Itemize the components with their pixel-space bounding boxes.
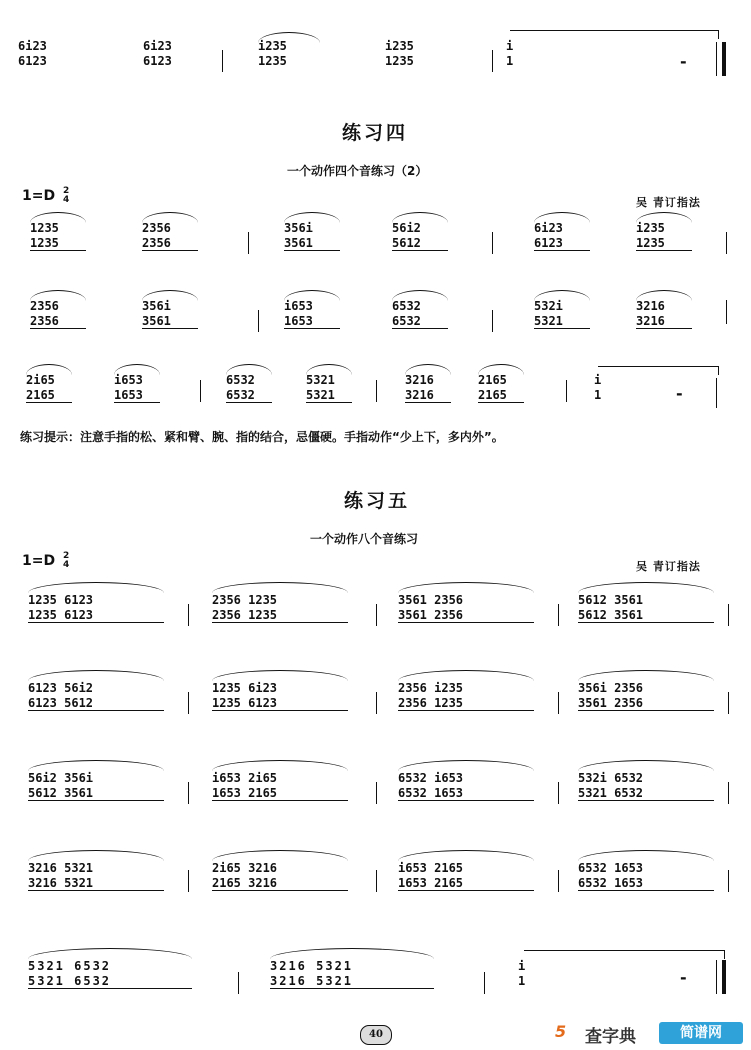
note-line-upper: 6i23 (534, 221, 563, 235)
slur (398, 850, 534, 861)
note-line-lower: 1235 (258, 54, 287, 68)
beam (114, 402, 160, 403)
note-line-upper: 356i (284, 221, 313, 235)
beam (578, 710, 714, 711)
note-line-lower: 2165 (478, 388, 507, 402)
note-line-upper: 6532 (392, 299, 421, 313)
exercise4-subtitle: 一个动作四个音练习（2） (287, 164, 428, 178)
beam (534, 250, 590, 251)
note-line-lower: 3216 5321 (270, 974, 354, 988)
note-line-lower: 3216 5321 (28, 876, 94, 890)
bar-line (222, 50, 223, 72)
note-line-upper: 1235 6123 (28, 593, 94, 607)
half-rest: - (680, 968, 687, 987)
note-line-upper: 2165 (478, 373, 507, 387)
measure (212, 846, 360, 906)
note-line-upper: 2i65 (26, 373, 55, 387)
measure (30, 288, 100, 338)
final-bar (722, 960, 726, 994)
slur (578, 850, 714, 861)
measure (28, 666, 176, 726)
slur (28, 850, 164, 861)
note-line-upper: 3216 (636, 299, 665, 313)
watermark-section: 简谱网 (659, 1022, 743, 1044)
bar-line (248, 232, 249, 254)
time-bottom: 4 (62, 560, 70, 570)
beam (28, 890, 164, 891)
note-line-upper: i235 (385, 39, 414, 53)
measure (143, 28, 213, 78)
bar-line (558, 604, 559, 626)
measure (534, 288, 604, 338)
measure (114, 362, 174, 412)
note-line-lower: 3561 (284, 236, 313, 250)
measure (478, 362, 538, 412)
note-line-upper: 6532 (226, 373, 255, 387)
beam (284, 250, 340, 251)
exercise5-key-signature (22, 552, 69, 570)
bar-line (492, 310, 493, 332)
bar-line (558, 870, 559, 892)
note-line-lower: 5321 (534, 314, 563, 328)
note-line-upper: 356i (142, 299, 171, 313)
bar-line (492, 50, 493, 72)
measure (385, 28, 455, 78)
half-rest: - (680, 52, 687, 71)
beam (392, 328, 448, 329)
bar-line (716, 42, 717, 76)
note-line-lower: 6532 1653 (398, 786, 464, 800)
note-line-lower: 6532 (392, 314, 421, 328)
note-line-upper: 6532 1653 (578, 861, 644, 875)
measure (392, 210, 462, 260)
note-line-upper: 6i23 (18, 39, 47, 53)
beam (28, 800, 164, 801)
slur (212, 670, 348, 681)
note-line-lower: 6532 (226, 388, 255, 402)
measure (306, 362, 366, 412)
note-line-lower: 6123 (534, 236, 563, 250)
measure (258, 28, 328, 78)
time-top: 2 (62, 551, 70, 561)
note-line-lower: 3216 (405, 388, 434, 402)
note-line-upper: 3216 5321 (270, 959, 354, 973)
note-line-upper: 56i2 356i (28, 771, 94, 785)
note-line-upper: 6532 i653 (398, 771, 464, 785)
measure (270, 944, 446, 1004)
measure (405, 362, 465, 412)
note-line-upper: 5321 (306, 373, 335, 387)
note-line-lower: 1653 2165 (212, 786, 278, 800)
note-line-lower: 5321 (306, 388, 335, 402)
note-line-lower: 3216 (636, 314, 665, 328)
note-line-lower: 2356 1235 (398, 696, 464, 710)
note-line-lower: 2356 (142, 236, 171, 250)
bar-line (258, 310, 259, 332)
note-line-upper: i653 2165 (398, 861, 464, 875)
note-line-lower: 6123 5612 (28, 696, 94, 710)
note-line-lower: 1653 2165 (398, 876, 464, 890)
note-line-lower: 2165 (26, 388, 55, 402)
measure (534, 210, 604, 260)
key-label: 1=D (22, 553, 56, 569)
note-line-upper: 1235 (30, 221, 59, 235)
note-line-lower: 2165 3216 (212, 876, 278, 890)
beam (212, 710, 348, 711)
exercise4-author: 吴 青订指法 (636, 196, 701, 209)
measure (578, 666, 726, 726)
note-line-upper: 1235 6i23 (212, 681, 278, 695)
note-line-upper: 532i 6532 (578, 771, 644, 785)
tie-line (510, 30, 719, 39)
bar-line (716, 378, 717, 408)
measure (142, 288, 212, 338)
beam (534, 328, 590, 329)
bar-line (188, 692, 189, 714)
slur (28, 760, 164, 771)
beam (398, 622, 534, 623)
note-line-lower: 5321 6532 (578, 786, 644, 800)
exercise4-key-signature (22, 187, 69, 205)
note-line-upper: 2i65 3216 (212, 861, 278, 875)
bar-line (492, 232, 493, 254)
bar-line (376, 380, 377, 402)
bar-line (484, 972, 485, 994)
exercise5-title: 练习五 (344, 490, 411, 512)
note-line-upper: i235 (258, 39, 287, 53)
slur (578, 582, 714, 593)
tie-line (598, 366, 719, 375)
note-line-lower: 6123 (143, 54, 172, 68)
measure (142, 210, 212, 260)
half-rest: - (676, 384, 683, 403)
note-line-lower: 1653 (284, 314, 313, 328)
site-watermark (555, 1020, 745, 1048)
measure (398, 666, 546, 726)
bar-line (188, 782, 189, 804)
beam (578, 800, 714, 801)
note-line-upper: 6123 56i2 (28, 681, 94, 695)
final-bar (722, 42, 726, 76)
note-line-upper: 2356 1235 (212, 593, 278, 607)
measure (578, 846, 726, 906)
measure (212, 666, 360, 726)
measure (398, 578, 546, 638)
note-line-lower: 1 (594, 388, 602, 402)
measure (398, 756, 546, 816)
bar-line (566, 380, 567, 402)
beam (26, 402, 72, 403)
bar-line (376, 870, 377, 892)
bar-line (728, 692, 729, 714)
page-number: 40 (360, 1025, 392, 1045)
slur (28, 948, 192, 959)
beam (636, 250, 692, 251)
note-line-lower: 5612 3561 (28, 786, 94, 800)
note-line-upper: 5321 6532 (28, 959, 112, 973)
exercise5-author: 吴 青订指法 (636, 560, 701, 573)
bar-line (188, 604, 189, 626)
exercise5-subtitle: 一个动作八个音练习 (310, 532, 419, 546)
measure (284, 210, 354, 260)
bar-line (728, 604, 729, 626)
measure (212, 756, 360, 816)
measure (28, 944, 204, 1004)
bar-line (716, 960, 717, 994)
measure (636, 288, 706, 338)
note-line-upper: i (518, 959, 526, 973)
beam (392, 250, 448, 251)
beam (636, 328, 692, 329)
note-line-upper: 356i 2356 (578, 681, 644, 695)
beam (578, 622, 714, 623)
note-line-upper: i235 (636, 221, 665, 235)
beam (30, 328, 86, 329)
bar-line (558, 692, 559, 714)
slur (212, 582, 348, 593)
beam (142, 328, 198, 329)
beam (398, 800, 534, 801)
measure (392, 288, 462, 338)
bar-line (376, 692, 377, 714)
slur (28, 670, 164, 681)
slur (270, 948, 434, 959)
note-line-lower: 5321 6532 (28, 974, 112, 988)
bar-line (728, 782, 729, 804)
beam (578, 890, 714, 891)
measure (636, 210, 706, 260)
note-line-upper: i (506, 39, 514, 53)
note-line-upper: i653 2i65 (212, 771, 278, 785)
note-line-upper: 3216 (405, 373, 434, 387)
note-line-lower: 2356 1235 (212, 608, 278, 622)
bar-line (376, 782, 377, 804)
beam (212, 800, 348, 801)
note-line-lower: 1653 (114, 388, 143, 402)
note-line-upper: 532i (534, 299, 563, 313)
note-line-upper: i (594, 373, 602, 387)
watermark-site-name: 查字典 (585, 1027, 636, 1047)
exercise4-practice-tip: 练习提示：注意手指的松、紧和臂、腕、指的结合，忌僵硬。手指动作“少上下，多内外”。 (20, 430, 504, 444)
note-line-upper: 3561 2356 (398, 593, 464, 607)
note-line-lower: 5612 3561 (578, 608, 644, 622)
bar-line (728, 870, 729, 892)
note-line-upper: 6i23 (143, 39, 172, 53)
note-line-lower: 6123 (18, 54, 47, 68)
beam (478, 402, 524, 403)
measure (18, 28, 88, 78)
bar-line (726, 232, 727, 254)
time-signature (63, 187, 69, 205)
note-line-lower: 1235 (30, 236, 59, 250)
beam (226, 402, 272, 403)
time-bottom: 4 (62, 195, 70, 205)
note-line-lower: 1235 6123 (212, 696, 278, 710)
measure (30, 210, 100, 260)
beam (398, 890, 534, 891)
bar-line (238, 972, 239, 994)
note-line-lower: 3561 2356 (578, 696, 644, 710)
measure (28, 756, 176, 816)
bar-line (726, 300, 727, 324)
bar-line (188, 870, 189, 892)
beam (284, 328, 340, 329)
note-line-upper: i653 (114, 373, 143, 387)
note-line-lower: 1235 6123 (28, 608, 94, 622)
exercise4-title: 练习四 (342, 122, 409, 144)
slur (212, 850, 348, 861)
note-line-lower: 5612 (392, 236, 421, 250)
note-line-upper: 5612 3561 (578, 593, 644, 607)
measure (212, 578, 360, 638)
note-line-upper: i653 (284, 299, 313, 313)
beam (28, 988, 192, 989)
measure (28, 578, 176, 638)
note-line-lower: 1235 (636, 236, 665, 250)
note-line-upper: 56i2 (392, 221, 421, 235)
watermark-logo: 5 (555, 1022, 567, 1041)
beam (306, 402, 352, 403)
slur (398, 670, 534, 681)
note-line-upper: 2356 (30, 299, 59, 313)
measure (28, 846, 176, 906)
note-line-lower: 1235 (385, 54, 414, 68)
measure (284, 288, 354, 338)
key-label: 1=D (22, 188, 56, 204)
beam (270, 988, 434, 989)
measure (398, 846, 546, 906)
note-line-upper: 2356 (142, 221, 171, 235)
note-line-lower: 2356 (30, 314, 59, 328)
note-line-upper: 3216 5321 (28, 861, 94, 875)
bar-line (558, 782, 559, 804)
beam (398, 710, 534, 711)
beam (30, 250, 86, 251)
note-line-upper: 2356 i235 (398, 681, 464, 695)
time-signature (63, 552, 69, 570)
beam (28, 622, 164, 623)
note-line-lower: 3561 2356 (398, 608, 464, 622)
beam (142, 250, 198, 251)
note-line-lower: 3561 (142, 314, 171, 328)
note-line-lower: 1 (506, 54, 514, 68)
note-line-lower: 1 (518, 974, 526, 988)
slur (28, 582, 164, 593)
slur (578, 760, 714, 771)
bar-line (376, 604, 377, 626)
beam (212, 622, 348, 623)
slur (578, 670, 714, 681)
beam (405, 402, 451, 403)
measure (226, 362, 286, 412)
measure (578, 578, 726, 638)
beam (28, 710, 164, 711)
slur (398, 582, 534, 593)
slur (212, 760, 348, 771)
slur (398, 760, 534, 771)
time-top: 2 (62, 186, 70, 196)
bar-line (200, 380, 201, 402)
note-line-lower: 6532 1653 (578, 876, 644, 890)
tie-line (524, 950, 725, 959)
measure (578, 756, 726, 816)
beam (212, 890, 348, 891)
measure (26, 362, 86, 412)
